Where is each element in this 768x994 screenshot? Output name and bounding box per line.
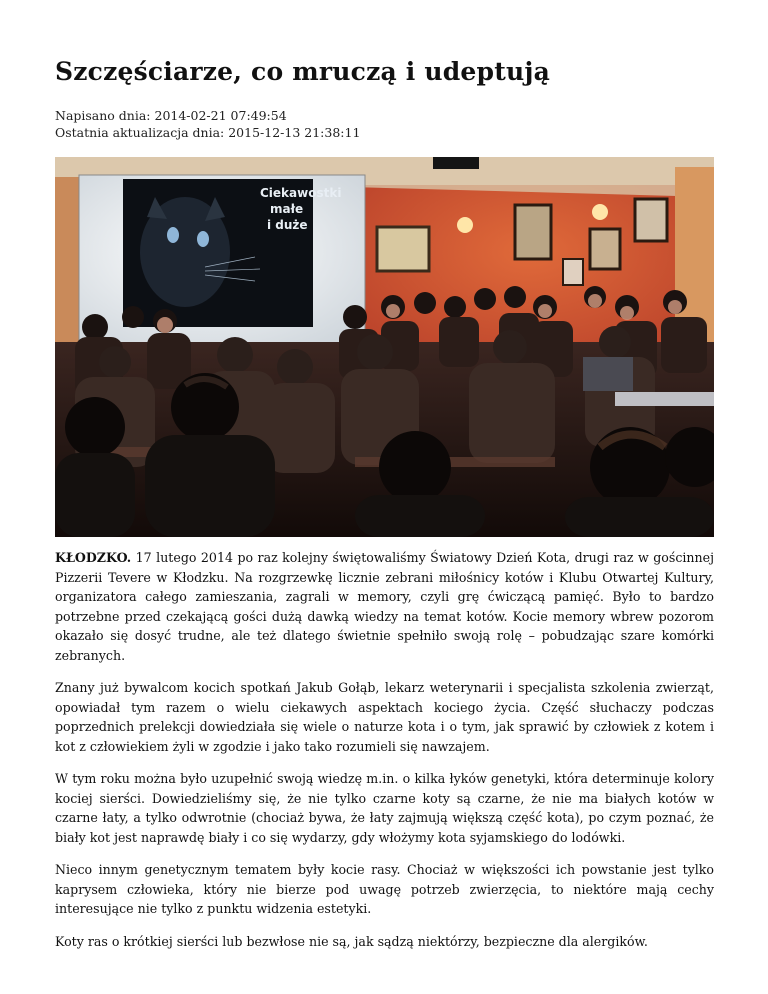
article-paragraph: Koty ras o krótkiej sierści lub bezwłose nie są, jak sądzą niektórzy, bezpieczne dla alergików.: [55, 933, 648, 949]
published-date: Napisano dnia: 2014-02-21 07:49:54: [55, 108, 287, 123]
updated-date: Ostatnia aktualizacja dnia: 2015-12-13 21:38:11: [55, 125, 361, 140]
article-paragraph: Nieco innym genetycznym tematem były kocie rasy. Chociaż w większości ich powstanie jest tylko kaprysem człowieka, który nie bierze pod uwagę potrzeb zwierzęcia, to niektóre mają cechy interesujące nie tylko z punktu widzenia estetyki.: [55, 862, 714, 916]
article-paragraph: Znany już bywalcom kocich spotkań Jakub Gołąb, lekarz weterynarii i specjalista szkolenia zwierząt, opowiadał tym razem o wielu ciekawych aspektach kociego życia. Część słuchaczy podczas poprzednich prelekcji dowiedziała się wiele o naturze kota i o tym, jak sprawić by człowiek z kotem i kot z człowiekiem żyli w zgodzie i jako tako rozumieli się nawzajem.: [55, 680, 714, 754]
screen-text-2: małe: [270, 202, 304, 216]
screen-text-1: Ciekawostki: [260, 186, 342, 200]
screen-text-3: i duże: [267, 218, 308, 232]
article-paragraph: W tym roku można było uzupełnić swoją wiedzę m.in. o kilka łyków genetyki, która determinuje kolory kociej sierści. Dowiedzieliśmy się, że nie tylko czarne koty są czarne, że nie ma białych kotów w czarne łaty, a tylko odwrotnie (chociaż bywa, że łaty zajmują większą część kota), po czym poznać, że biały kot jest naprawdę biały i co się wydarzy, gdy włożymy kota syjamskiego do lodówki.: [55, 771, 714, 845]
article-paragraph: KŁODZKO. 17 lutego 2014 po raz kolejny świętowaliśmy Światowy Dzień Kota, drugi raz w gościnnej Pizzerii Tevere w Kłodzku. Na rozgrzewkę licznie zebrani miłośnicy kotów i Klubu Otwartej Kultury, organizatora całego zamieszania, zagrali w memory, czyli grę ćwiczącą pamięć. Było to bardzo potrzebne przed czekającą gości dużą dawką wiedzy na temat kotów. Kocie memory wbrew pozorom okazało się dosyć trudne, ale też dlatego świetnie spełniło swoją rolę – pobudzając szare komórki zebranych.: [55, 550, 714, 663]
article-photo: [55, 157, 714, 537]
article-body: [55, 548, 714, 964]
article-meta: [55, 107, 360, 141]
article-title: Szczęściarze, co mruczą i udeptują: [55, 57, 550, 86]
article-dateline: KŁODZKO.: [55, 550, 132, 565]
